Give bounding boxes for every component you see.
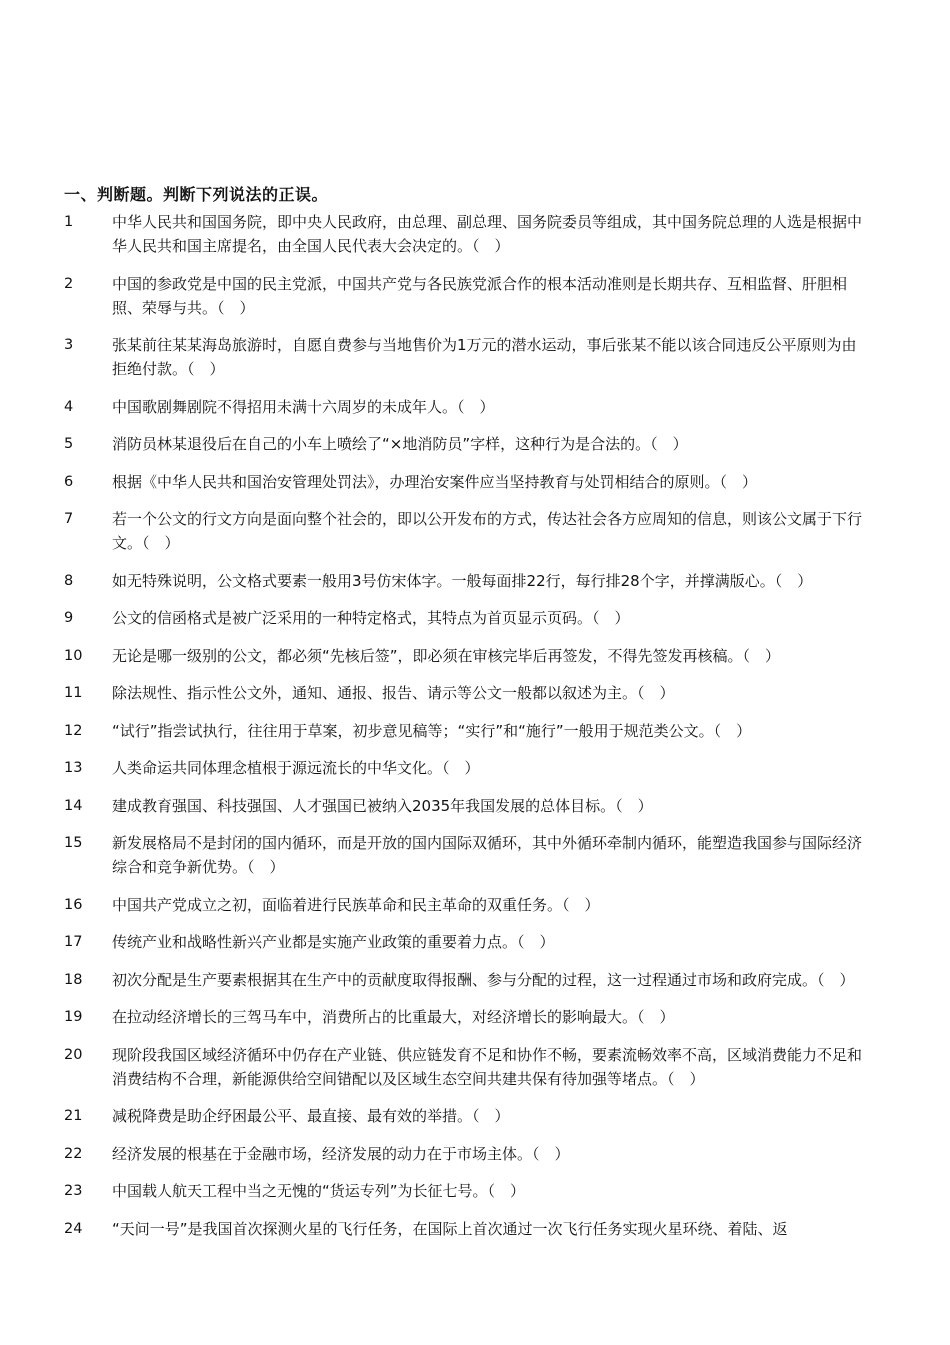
question-text: 公文的信函格式是被广泛采用的一种特定格式，其特点为首页显示页码。（ ） <box>112 609 630 627</box>
question-text: 中华人民共和国国务院，即中央人民政府，由总理、副总理、国务院委员等组成，其中国务院总理的人选是根据中华人民共和国主席提名，由全国人民代表大会决定的。（ ） <box>112 213 863 255</box>
question-text: 减税降费是助企纾困最公平、最直接、最有效的举措。（ ） <box>112 1107 510 1125</box>
question-text: 建成教育强国、科技强国、人才强国已被纳入2035年我国发展的总体目标。（ ） <box>112 796 653 815</box>
question-item <box>64 968 864 992</box>
question-number: 22 <box>64 1145 83 1162</box>
question-number: 19 <box>64 1009 83 1025</box>
question-number: 21 <box>64 1108 83 1124</box>
question-number: 3 <box>64 337 74 353</box>
question-text: 初次分配是生产要素根据其在生产中的贡献度取得报酬、参与分配的过程，这一过程通过市场和政府完成。（ ） <box>112 970 855 989</box>
question-item <box>64 1217 864 1241</box>
question-item <box>64 210 864 258</box>
question-number: 2 <box>64 275 74 292</box>
question-text: 除法规性、指示性公文外，通知、通报、报告、请示等公文一般都以叙述为主。（ ） <box>112 684 675 702</box>
question-text: 张某前往某某海岛旅游时，自愿自费参与当地售价为1万元的潜水运动，事后张某不能以该合同违反公平原则为由拒绝付款。（ ） <box>112 336 857 378</box>
question-text: 经济发展的根基在于金融市场，经济发展的动力在于市场主体。（ ） <box>112 1144 570 1163</box>
question-item <box>64 272 864 320</box>
question-list <box>64 210 864 1254</box>
question-text: 无论是哪一级别的公文，都必须“先核后签”，即必须在审核完毕后再签发，不得先签发再核稿。（ ） <box>112 646 781 665</box>
question-number: 4 <box>64 398 74 415</box>
question-number: 6 <box>64 473 74 490</box>
question-text: 消防员林某退役后在自己的小车上喷绘了“×地消防员”字样，这种行为是合法的。（ ） <box>112 435 688 453</box>
question-item <box>64 569 864 593</box>
question-item <box>64 507 864 555</box>
question-number: 20 <box>64 1046 83 1063</box>
question-text: 中国的参政党是中国的民主党派，中国共产党与各民族党派合作的根本活动准则是长期共存、互相监督、肝胆相照、荣辱与共。（ ） <box>112 274 848 317</box>
question-number: 7 <box>64 511 74 527</box>
question-number: 10 <box>64 647 83 664</box>
question-item <box>64 395 864 419</box>
question-item <box>64 1142 864 1166</box>
question-text: 现阶段我国区域经济循环中仍存在产业链、供应链发育不足和协作不畅，要素流畅效率不高，区域消费能力不足和消费结构不合理，新能源供给空间错配以及区域生态空间共建共保有待加强等堵点。（ ） <box>112 1045 863 1088</box>
question-item <box>64 794 864 818</box>
question-item <box>64 1043 864 1091</box>
question-text: 新发展格局不是封闭的国内循环，而是开放的国内国际双循环，其中外循环牵制内循环，能塑造我国参与国际经济综合和竞争新优势。（ ） <box>112 834 863 876</box>
question-text: 人类命运共同体理念植根于源远流长的中华文化。（ ） <box>112 759 480 777</box>
question-text: 中国歌剧舞剧院不得招用未满十六周岁的未成年人。（ ） <box>112 397 495 416</box>
question-number: 18 <box>64 971 83 988</box>
question-item <box>64 470 864 494</box>
question-number: 11 <box>64 685 83 701</box>
question-text: 若一个公文的行文方向是面向整个社会的，即以公开发布的方式，传达社会各方应周知的信息，则该公文属于下行文。（ ） <box>112 510 863 552</box>
question-item <box>64 1179 864 1203</box>
question-item <box>64 432 864 456</box>
question-number: 1 <box>64 214 74 230</box>
question-item <box>64 333 864 381</box>
question-item <box>64 1104 864 1128</box>
question-item <box>64 681 864 705</box>
question-number: 24 <box>64 1220 83 1237</box>
question-number: 13 <box>64 760 83 776</box>
question-item <box>64 893 864 917</box>
section-title: 一、判断题。判断下列说法的正误。 <box>64 185 329 204</box>
question-item <box>64 719 864 743</box>
question-item <box>64 831 864 879</box>
question-text: “天问一号”是我国首次探测火星的飞行任务，在国际上首次通过一次飞行任务实现火星环绕、着陆、返 <box>112 1219 788 1238</box>
question-text: 中国载人航天工程中当之无愧的“货运专列”为长征七号。（ ） <box>112 1182 526 1200</box>
question-text: 传统产业和战略性新兴产业都是实施产业政策的重要着力点。（ ） <box>112 933 555 951</box>
question-number: 8 <box>64 572 74 589</box>
question-number: 17 <box>64 934 83 950</box>
question-item <box>64 1005 864 1029</box>
question-number: 15 <box>64 835 83 851</box>
question-item <box>64 606 864 630</box>
question-text: 中国共产党成立之初，面临着进行民族革命和民主革命的双重任务。（ ） <box>112 895 600 914</box>
question-text: 如无特殊说明，公文格式要素一般用3号仿宋体字。一般每面排22行，每行排28个字，并撑满版心。（ ） <box>112 571 813 590</box>
question-number: 9 <box>64 610 74 626</box>
question-number: 23 <box>64 1183 83 1199</box>
question-text: 在拉动经济增长的三驾马车中，消费所占的比重最大，对经济增长的影响最大。（ ） <box>112 1008 675 1026</box>
question-number: 5 <box>64 436 74 452</box>
question-text: “试行”指尝试执行，往往用于草案，初步意见稿等；“实行”和“施行”一般用于规范类公文。（ ） <box>112 721 752 740</box>
question-text: 根据《中华人民共和国治安管理处罚法》，办理治安案件应当坚持教育与处罚相结合的原则。（ ） <box>112 472 758 491</box>
question-item <box>64 644 864 668</box>
question-item <box>64 930 864 954</box>
question-item <box>64 756 864 780</box>
question-number: 16 <box>64 896 83 913</box>
question-number: 14 <box>64 797 83 814</box>
question-number: 12 <box>64 722 83 739</box>
